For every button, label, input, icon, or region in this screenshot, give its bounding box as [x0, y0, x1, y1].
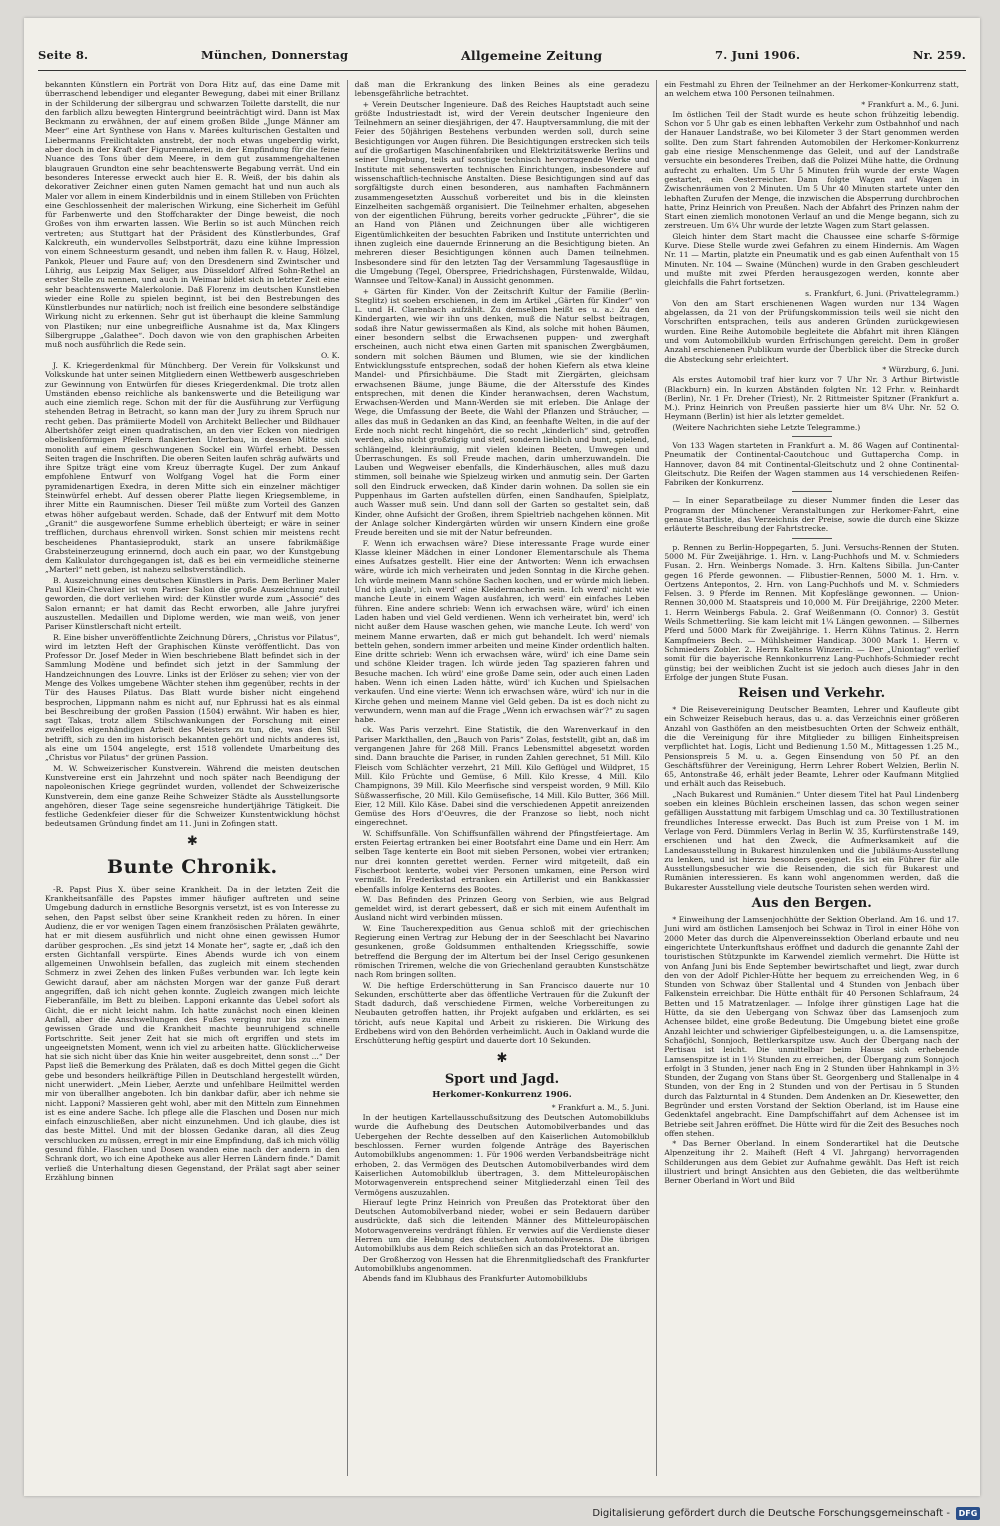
article-paragraph: Hierauf legte Prinz Heinrich von Preußen das Protektorat über den Deutschen Automobilverband nieder, wobei er sein Bedauern darüber ausdrückte, daß sich die leitenden Männer des Mitteleuropäischen Motorwagenvereins verdrängt fühlen. Er verwies auf die Verdienste dieser Herren um die Hebung des deutschen Automobilwesens. Die übrigen Automobilklubs aus dem Reich schließen sich an das Protektorat an. — [354, 1197, 650, 1254]
divider — [792, 491, 832, 492]
article-paragraph: W. Die heftige Erderschütterung in San Francisco dauerte nur 10 Sekunden, erschütterte aber das öffentliche Vertrauen für die Zukunft der Stadt dadurch, daß verschiedene Firmen, welche Vorbereitungen zu Neubauten getroffen hatten, ihr Projekt aufgaben und erklärten, es sei töricht, aufs neue Kapital und Arbeit zu riskieren. Die Wirkung des Erdbebens wird von den Behörden verheimlicht. Auch in Oakland wurde die Erschütterung heftig gespürt und dauerte dort 10 Sekunden. — [354, 980, 650, 1046]
article-paragraph: Von den am Start erschienenen Wagen wurden nur 134 Wagen abgelassen, da 21 von der Prüfungskommission teils weil sie nicht den Vorschriften entsprachen, teils aus anderen Gründen zurückgewiesen wurden. Eine Reihe Automobile begleitete die Abfahrt mit ihren Klängen und vom Automobilklub wurden Erfrischungen gereicht. Dem in großer Anzahl erschienenen Publikum wurde der Überblick über die Strecke durch die Absteckung sehr erleichtert. — [664, 298, 960, 364]
column-1 — [38, 80, 347, 1476]
dateline: * Frankfurt a. M., 5. Juni. — [551, 1102, 650, 1112]
article-paragraph: bekannten Künstlern ein Porträt von Dora Hitz auf, das eine Dame mit überraschend lebendiger und eleganter Bewegung, dabei mit einer Brillanz in der Schilderung der silbergrau und schwarzen Toilette darstellt, die nur den farblich allzu bewegten Hintergrund beeinträchtigt wird. Dann ist Max Beckmann zu erwähnen, der auf einem großen Bilde „Junge Männer am Meer“ eine Art Synthese von Hans v. Marées kulturischen Gestalten und Liebermanns Freilichtakten anstrebt, der noch etwas ungeberdig wirkt, aber doch in der Kraft der Figurenmalerei, in der Empfindung für die feine Nuance des Tons über dem Meere, in dem gut zusammengehaltenen blaugrauen Grundton eine sehr beachtenswerte Begabung verrät. Und ein besonderes Interesse erweckt auch hier E. R. Weiß, der bis dahin als dekorativer Zeichner einen guten Namen gemacht hat und nun auch als Maler vor allem in einem Kinderbildnis und in einem Stilleben von Früchten eine Geschlossenheit der malerischen Wirkung, eine Sicherheit im Gefühl für Farbenwerte und den Stoffcharakter der Dinge beweist, die noch Großes von ihm erwarten lassen. Wie Berlin so ist auch München reich vertreten; aus Stuttgart hat der Präsident des Künstlerbundes, Graf Kalckreuth, ein wundervolles Selbstporträt, dazu eine kühne Impression von einem Schneesturm gesandt, und neben ihm fallen R. v. Haug, Hölzel, Pankok, Pleuer und Faure auf; von den Dresdenern sind Zwintscher und Lührig, aus Leipzig Max Seliger, aus Düsseldorf Alfred Sohn-Rethel an erster Stelle zu nennen, und auch in Weimar bildet sich in letzter Zeit eine sehr beachtenswerte Malerkolonie. Daß Florenz im deutschen Kunstleben wieder eine Rolle zu spielen beginnt, ist bei den Bestrebungen des Künstlerbundes nur natürlich; noch ist freilich eine besondere selbständige Wirkung nicht zu erkennen. Sehr gut ist überhaupt die kleine Sammlung von Plastiken; nur eine unbegreifliche Ausnahme ist da, Max Klingers Silbergruppe „Galathee“. Doch davon wie von den graphischen Arbeiten muß noch ausführlich die Rede sein. — [45, 80, 340, 350]
newspaper-page — [24, 18, 980, 1496]
article-paragraph: + Verein Deutscher Ingenieure. Daß des Reiches Hauptstadt auch seine größte Industriestadt ist, wird der Verein deutscher Ingenieure den Teilnehmern an seiner diesjährigen, der 47. Hauptversammlung, die mit der Feier des 50jährigen Bestehens verbunden werden soll, durch seine Besichtigungen vor Augen führen. Die Besichtigungen erstrecken sich teils auf die großartigen Maschinenfabriken und Elektrizitätswerke Berlins und seiner Umgebung, teils auf sonstige technisch hervorragende Werke und Institute mit sehenswerten technischen Einrichtungen, insbesondere auf wissenschaftlich-technische Anstalten. Diese Besichtigungen sind auf das sorgfältigste durch einen besonderen, aus namhaften Fachmännern zusammengesetzten Ausschuß vorbereitet und bis in die kleinsten Einzelheiten sachgemäß organisiert. Die Teilnehmer erhalten, abgesehen von der eigentlichen Führung, bereits vorher gedruckte „Führer“, die sie an Hand von Plänen und Zeichnungen über alle wichtigeren Eigentümlichkeiten der besuchten Fabriken und Institute unterrichten und ihnen zugleich eine dauernde Erinnerung an die Besichtigung bieten. An mehreren dieser Besichtigungen können auch Damen teilnehmen. Insbesondere sind für den letzten Tag der Versammlung Tagesausflüge in die Umgebung (Tegel, Oberspree, Friedrichshagen, Fürstenwalde, Wildau, Wannsee und Teltow-Kanal) in Aussicht genommen. — [354, 99, 650, 286]
article-paragraph: daß man die Erkrankung des linken Beines als eine geradezu lebensgefährliche betrachtet. — [354, 80, 650, 99]
article-paragraph: Gleich hinter dem Start macht die Chaussee eine scharfe S-förmige Kurve. Diese Stelle wurde zwei Gefahren zu einem Hindernis. Am Wagen Nr. 11 — Martin, platzte ein Pneumatik und es gab einen Aufenthalt von 15 Minuten. Nr. 104 — Swaine (München) wurde in den Graben geschleudert und mußte mit zwei Pferden herausgezogen werden, konnte aber gleichfalls die Fahrt fortsetzen. — [664, 231, 960, 288]
section-heading: Bunte Chronik. — [107, 855, 278, 878]
article-paragraph: * Einweihung der Lamsenjochhütte der Sektion Oberland. Am 16. und 17. Juni wird am östlichen Lamsenjoch bei Schwaz in Tirol in einer Höhe von 2000 Meter das durch die Alpenvereinssektion Oberland erbaute und neu eingerichtete Unterkunftshaus eröffnet und dadurch die genannte Zahl der touristischen Stützpunkte im Karwendel ziemlich vermehrt. Die Hütte ist von Anfang Juni bis Ende September bewirtschaftet und liegt, zwar durch den von der Adolf Pichler-Hütte her bequem zu erreichenden Weg, in 6 Stunden von Schwaz über Stallental und 4 Stunden von Jenbach über Falkenstein erreichbar. Die Hütte enthält für 40 Personen Schlafraum, 24 Betten und 15 Matratzenlager. — Infolge ihrer günstigen Lage hat die Hütte, da sie den Uebergang von Schwaz über das Lamsenjoch zum Achensee bildet, eine große Bedeutung. Die Umgebung bietet eine große Anzahl leichter und schwieriger Gipfelbesteigungen, u. a. die Lamsenspitze, Schafjöchl, Sonnjoch, Bettlerkarspitze usw. Auch der Übergang nach der Pertisau ist leicht. Die unmittelbar beim Hause sich erhebende Lamsenspitze ist in 1½ Stunden zu erreichen, der Übergang zum Sonnjoch erfolgt in 3 Stunden, jener nach Eng in 2 Stunden über Hahnkampl in 3½ Stunden, der Zugang von Stans über St. Georgenberg und Stallenalpe in 4 Stunden, von der Eng in 2 Stunden und von der Pertisau in 5 Stunden durch das Falzturntal in 4 Stunden. Dem Andenken an Dr. Kiesewetter, den Begründer und ersten Vorstand der Sektion Oberland, ist im Hause eine Gedenktafel angebracht. Eine Dampfschiffahrt auf dem Achensee ist im Betriebe seit Jahren eröffnet. Die Hütte wird für die Zeit des Besuches noch offen stehen. — [664, 915, 960, 1138]
article-paragraph: — In einer Separatbeilage zu dieser Nummer finden die Leser das Programm der Münchener Veranstaltungen zur Herkomer-Fahrt, eine genaue Startliste, das Verzeichnis der Preise, sowie die durch eine Skizze erläuterte Beschreibung der Fahrtstrecke. — [664, 496, 960, 534]
column-3 — [656, 80, 966, 1476]
article-signature: O. K. — [320, 350, 340, 360]
article-paragraph: -R. Papst Pius X. über seine Krankheit. Da in der letzten Zeit die Krankheitsanfälle des Papstes immer häufiger auftreten und seine Umgebung dadurch in ernstliche Besorgnis versetzt, ist es von Interesse zu sehen, den Papst selbst über seine Krankheit reden zu hören. In einer Audienz, die er vor wenigen Tagen einem französischen Prälaten gewährte, hat er mit diesem ausführlich und nicht ohne einen gewissen Humor darüber gesprochen. „Es sind jetzt 14 Monate her“, sagte er, „daß ich den ersten Gichtanfall verspürte. Eines Abends wurde ich von einem allgemeinen Unwohlsein befallen, das zugleich mit einem stechenden Schmerz in zwei Zehen des linken Fußes verbunden war. Ich legte kein Gewicht darauf, aber am nächsten Morgen war der ganze Fuß derart angegriffen, daß ich nicht gehen konnte. Zugleich zwangen mich leichte Fieberanfälle, im Bett zu bleiben. Lapponi erkannte das Uebel sofort als Gicht, die er nicht leicht nahm. Ich hatte zunächst noch einen kleinen Anfall, aber die Anschwellungen des Fußes verging nur bis zu einem gewissen Grade und die Krankheit machte beunruhigend schnelle Fortschritte. Seit jener Zeit hat sie mich oft ergriffen und stets im ungeeignetsten Moment, wenn ich viel zu arbeiten hatte. Glücklicherweise hat sie sich nicht über das Knie hin weiter ausgebreitet, denn sonst ...“ Der Papst ließ die Bemerkung des Prälaten, daß es doch Mittel gegen die Gicht gebe und besonders heilkräftige Pillen in Deutschland hergestellt würden, nicht unerwidert. „Mein Lieber, Aerzte und unfehlbare Heilmittel werden mir von überallher angeboten. Ich bin dankbar dafür, aber ich nehme sie nicht. Lapponi? Massieren geht wohl, aber mit den Mitteln zum Einnehmen ist es eine andere Sache. Ich pflege alle die Flaschen und Dosen nur mich einfach einzuschließen, aber nicht einzunehmen. Und ich glaube, dies ist das beste Mittel. Und mit der blossen Gedanke daran, all dies Zeug verschlucken zu müssen, erregt in mir eine Empfindung, daß ich mich völlig gesund fühle. Flaschen und Dosen wanden eine nach der andern in den Schrank dort, wo ich eine Apotheke aus aller Herren Ländern finde.“ Damit verließ die Unterhaltung diesen Gegenstand, der Prälat sagt aber seiner Erzählung binnen — [45, 884, 340, 1182]
article-paragraph: p. Rennen zu Berlin-Hoppegarten, 5. Juni. Versuchs-Rennen der Stuten. 5000 M. Für Zweijährige. 1. Hrn. v. Lang-Puchhofs und M. v. Schmieders Fusan. 2. Hrn. Weinbergs Nomade. 3. Hrn. Kaltens Sibilla. Jun-Canter gegen 16 Pferde gewonnen. — Flibustier-Rennen, 5000 M. 1. Hrn. v. Oertzens Antepontos, 2. Hrn. von Lang-Puchhofs und M. v. Schmieders Felsen. 3. 9 Pferde im Rennen. Mit Kopfeslänge gewonnen. — Union-Rennen 30,000 M. Staatspreis und 10,000 M. Für Dreijährige, 2200 Meter. 1. Herrn Weinbergs Fabula. 2. Graf Weißenmann (O. Connor) 3. Gestüt Weils Schmetterling. Sie kam leicht mit 1¼ Längen gewonnen. — Silbernes Pferd und 5000 Mark für Zweijährige. 1. Herrn Kühns Tatinus. 2. Herrn Kampfmeiers Bech. — Mühlsheimer Handicap. 3000 Mark 1. Herrn v. Schmieders Zobler. 2. Herrn Kaltens Winzerin. — Der „Uniontag“ verlief somit für die bayerische Rennkonkurrenz Lang-Puchhofs-Schmieder recht günstig; bei der weiblichen Zucht ist sie jedoch auch dieses Jahr in den Erfolge der jungen Stute Fusan. — [664, 542, 960, 682]
article-paragraph: Abends fand im Klubhaus des Frankfurter Automobilklubs — [362, 1274, 588, 1284]
column-2 — [347, 80, 657, 1476]
section-heading: Sport und Jagd. — [444, 1071, 560, 1087]
article-paragraph: W. Eine Taucherexpedition aus Genua schloß mit der griechischen Regierung einen Vertrag zur Hebung der in der Seeschlacht bei Navarino gesunkenen, große Goldsummen enthaltenden Kriegsschiffe, sowie betreffend die Bergung der im Altertum bei der Insel Cerigo gesunkenen römischen Triremen, welche die von Griechenland geraubten Kunstschätze nach Rom bringen sollten. — [354, 923, 650, 980]
section-heading: Reisen und Verkehr. — [738, 686, 886, 702]
header-rule — [38, 70, 966, 71]
issue-number: Nr. 259. — [912, 48, 966, 62]
issue-date: 7. Juni 1906. — [715, 48, 801, 62]
section-heading: Aus den Bergen. — [751, 896, 872, 912]
newspaper-title: Allgemeine Zeitung — [460, 47, 603, 63]
article-paragraph: * Das Berner Oberland. In einem Sonderartikel hat die Deutsche Alpenzeitung ihr 2. Maiheft (Heft 4 VI. Jahrgang) hervorragenden Schilderungen aus dem Gebiet zur Aufnahme gewählt. Das Heft ist reich illustriert und bringt Ansichten aus den Gebieten, die das weltberühmte Berner Oberland in Wort und Bild — [664, 1139, 960, 1186]
page-header — [38, 44, 966, 66]
separator-star-icon: ✱ — [186, 833, 198, 849]
article-paragraph: ein Festmahl zu Ehren der Teilnehmer an der Herkomer-Konkurrenz statt, an welchem etwa 100 Personen teilnahmen. — [664, 80, 960, 99]
dateline: * Würzburg, 6. Juni. — [882, 364, 960, 374]
article-paragraph: J. K. Kriegerdenkmal für Münchberg. Der Verein für Volkskunst und Volkskunde hat unter seinen Mitgliedern einen Wettbewerb ausgeschrieben zur Gewinnung von Entwürfen für dieses Kriegerdenkmal. Die trotz allen Umständen ebenso reichliche als bankenswerte und die Beteiligung war auch eine ziemlich rege. Schon mit der für die Ausführung zur Verfügung stehenden Betrag in Betracht, so kann man der Jury zu ihrem Spruch nur recht geben. Das prämiierte Modell von Architekt Bellecher und Bildhauer Albertshöfer zeigt einen quadratischen, an den vier Ecken von niedrigen obeliskenförmigen Pfeilern flankierten Unterbau, in dessen Mitte sich monolith auf einem geschwungenen Sockel ein Würfel erhebt. Dessen Seiten tragen die Inschriften. Die oberen Seiten laufen schräg aufwärts und ihre Spitze trägt eine vom Kreuz überragte Kugel. Der zum Ankauf empfohlene Entwurf von Wolfgang Vogel hat die Form einer pyramidenartigen Exedra, in deren Mitte sich ein einzelner mächtiger Steinwürfel erhebt. Auf dessen oberer Platte liegen Kriegsembleme, in ihrer Mitte ein Raumnischen. Dieser Teil müßte zum Vorteil des Ganzen etwas höher aufgebaut werden. Schade, daß der Entwurf mit dem Motto „Granit“ die ausgeworfene Summe erheblich überteigt; er wäre in seiner trefflichen, durchaus ehrenvoll wirken. Sonst schien mir meistens recht bescheidenes Phantasieprodukt, stark an unsere fabrikmäßige Grabsteinerzeugung erinnernd, doch auch ein paar, wo der Kunstgebung dem Kalkulator durchgegangen ist, daß es bei ein vermeidliche steinerne „Marterl“ nett geben, ist nahezu selbstverständlich. — [45, 360, 340, 575]
article-paragraph: In der heutigen Kartellausschußsitzung des Deutschen Automobilklubs wurde die Aufhebung des Deutschen Automobilverbandes und das Uebergehen der Rechte desselben auf den Kaiserlichen Automobilklub beschlossen. Ferner wurden folgende Anträge des Bayerischen Automobilklubs angenommen: 1. Für 1906 werden Verbandsbeiträge nicht erhoben, 2. das Vermögen des Deutschen Automobilverbandes wird dem Kaiserlichen Automobilklub übertragen, 3. dem Mitteleuropäischen Motorwagenverein entsprechend seiner Mitgliederzahl einen Teil des Vermögens auszuzahlen. — [354, 1113, 650, 1197]
article-note: (Weitere Nachrichten siehe Letzte Telegramme.) — [672, 422, 861, 432]
article-paragraph: ck. Was Paris verzehrt. Eine Statistik, die den Warenverkauf in den Pariser Markthallen, den „Bauch von Paris“ Zolas, feststellt, gibt an, daß im vergangenen Jahre für 268 Mill. Francs Lebensmittel abgesetzt worden sind. Dann brauchte die Pariser, in runden Zahlen gerechnet, 51 Mill. Kilo Fleisch vom Schlächter verzehrt, 21 Mill. Kilo Geflügel und Wildpret, 15 Mill. Kilo Früchte und Gemüse, 6 Mill. Kilo Kresse, 4 Mill. Kilo Champignons, 39 Mill. Kilo Meerfische sind verspeist worden, 9 Mill. Kilo Süßwasserfische, 20 Mill. Kilo Gemüsefische, 14 Mill. Kilo Butter, 366 Mill. Eier, 12 Mill. Kilo Käse. Dabei sind die verschiedenen Appetit anreizenden Gemüse des Hors d'Oeuvres, die der Franzose so liebt, noch nicht eingerechnet. — [354, 725, 650, 828]
article-paragraph: * Die Reisevereinigung Deutscher Beamten, Lehrer und Kaufleute gibt ein Schweizer Reisebuch heraus, das u. a. das Verzeichnis einer größeren Anzahl von Gasthöfen an den meistbesuchten Orten der Schweiz enthält, die die Vereinigung für ihre Mitglieder zu billigen Einheitspreisen verpflichtet hat. Logis, Licht und Bedienung 1.50 M., Mittagessen 1.25 M., Pensionspreis 5 M. u. a. Gegen Einsendung von 50 Pf. an den Geschäftsführer der Vereinigung, Herrn Lehrer Robert Welzien, Berlin N. 65, Antonstraße 46, erhält jeder Beamte, Lehrer oder Kaufmann Mitglied und erhält auch das Reisebuch. — [664, 705, 960, 789]
divider — [792, 436, 832, 437]
article-paragraph: F. Wenn ich erwachsen wäre? Diese interessante Frage wurde einer Klasse kleiner Mädchen in einer Londoner Elementarschule als Thema eines Aufsatzes gestellt. Hier eine der Antworten: Wenn ich erwachsen wäre, würde ich mich verheiraten und jeden Sonntag in die Kirche gehen. Ich würde meinem Mann schöne Sachen kochen, und er würde mich lieben. Und ich glaub', ich werd' eine Kleidermacherin sein. Ich werd' nicht wie manche Leute in einem Wagen ausfahren, ich werd' ein einfaches Leben führen. Eine andere schrieb: Wenn ich erwachsen wäre, würd' ich einen Laden haben und viel Geld verdienen. Wenn ich verheiratet bin, werd' ich nicht außer dem Hause waschen gehen, wie manche Leute. Ich werd' von meinem Manne erwarten, daß er mich gut behandelt. Ich werd' niemals betteln gehen, sondern immer arbeiten und meine Kinder ordentlich halten. Eine dritte schrieb: Wenn ich erwachsen wäre, würd' ich eine Dame sein und schöne Kleider tragen. Ich würde jeden Tag spazieren fahren und Besuche machen. Ich würd' eine große Dame sein, oder auch einen Laden haben. Wenn ich einen Laden hätte, würd' ich Kuchen und Spielsachen verkaufen. Und eine vierte: Wenn ich erwachsen wäre, würd' ich nur in die Kirche gehen und meinem Manne viel Geld geben. Da ist es doch nicht zu verwundern, wenn man auf die Frage „Wenn ich erwachsen wär'?“ zu sagen habe. — [354, 538, 650, 725]
article-paragraph: B. Auszeichnung eines deutschen Künstlers in Paris. Dem Berliner Maler Paul Klein-Chevalier ist vom Pariser Salon die große Auszeichnung zuteil geworden, die dort verliehen wird: der Künstler wurde zum „Associé“ des Salon ernannt; er hat damit das Recht erworben, alle Jahre juryfrei auszustellen. Medaillen und Diplome werden, wie man weiß, von jener Pariser Künstlerschaft nicht erteilt. — [45, 575, 340, 632]
article-paragraph: W. Das Befinden des Prinzen Georg von Serbien, wie aus Belgrad gemeldet wird, ist derart gebessert, daß er sich mit einem Aufenthalt im Ausland nicht wird verbinden müssen. — [354, 894, 650, 923]
article-paragraph: Der Großherzog von Hessen hat die Ehrenmitgliedschaft des Frankfurter Automobilklubs angenommen. — [354, 1254, 650, 1273]
divider — [792, 538, 832, 539]
dateline: * Frankfurt a. M., 6. Juni. — [861, 99, 960, 109]
columns — [38, 80, 966, 1476]
article-paragraph: Von 133 Wagen starteten in Frankfurt a. M. 86 Wagen auf Continental-Pneumatik der Continental-Caoutchouc und Guttapercha Comp. in Hannover, davon 84 mit Continental-Gleitschutz und 2 ohne Continental-Gleitschutz. Die Reifen der Wagen stammen aus 14 verschiedenen Reifen-Fabriken der Konkurrenz. — [664, 440, 960, 488]
dfg-logo: DFG — [956, 1507, 980, 1520]
digitization-footer — [24, 1505, 980, 1521]
page-number: Seite 8. — [38, 48, 89, 62]
article-paragraph: R. Eine bisher unveröffentlichte Zeichnung Dürers, „Christus vor Pilatus“, wird im letzten Heft der Graphischen Künste veröffentlicht. Das von Professor Dr. Josef Meder in Wien beschriebene Blatt befindet sich in der Sammlung Modène und befindet sich jetzt in der Sammlung der Handzeichnungen des Louvre. Links ist der Erlöser zu sehen; vier von der Menge des Volkes umgebene Wächter stehen ihm gegenüber, rechts in der Tür des Hauses Pilatus. Das Blatt wurde bisher nicht eingehend besprochen, Lippmann nahm es nicht auf, nur Ephrussi hat es als einmal bei Beschreibung der großen Passion (1504) erwähnt. Wir haben es hier, sagt Takas, trotz allem Stilschwankungen der Forschung mit einer zweifellos eigenhändigen Arbeit des Meisters zu tun, die, was den Stil betrifft, sich zu den im historisch bekannten gehört und nichts anderes ist, als eine um 1504 angelegte, erst 1518 vollendete Umarbeitung des „Christus vor Pilatus“ der grünen Passion. — [45, 632, 340, 763]
place-day: München, Donnerstag — [200, 48, 349, 62]
funding-credit: Digitalisierung gefördert durch die Deutsche Forschungsgemeinschaft - — [592, 1507, 950, 1519]
article-paragraph: „Nach Bukarest und Rumänien.“ Unter diesem Titel hat Paul Lindenberg soeben ein kleines Büchlein erscheinen lassen, das schon wegen seiner gefälligen Ausstattung mit farbigem Umschlag und ca. 30 Textillustrationen freundliches Interesse erweckt. Das Buch ist zum Preise von 1 M. im Verlage von Ferd. Dümmlers Verlag in Berlin W. 35, Kurfürstenstraße 149, erschienen und hat den Zweck, die Aufmerksamkeit auf die Landesausstellung in Bukarest hinzulenken und die Jubiläums-Ausstellung zu lenken, und ist hierzu besonders geeignet. Es ist ein Führer für alle Ausstellungsbesucher wie die Reisenden, die sich für Bukarest und Rumänien interessieren. Es kann wohl angenommen werden, daß die Bukarester Ausstellung viele deutsche Touristen sehen werden wird. — [664, 789, 960, 892]
sub-heading: Herkomer-Konkurrenz 1906. — [432, 1089, 572, 1100]
dateline: s. Frankfurt, 6. Juni. (Privattelegramm.) — [805, 288, 960, 298]
article-paragraph: Im östlichen Teil der Stadt wurde es heute schon frühzeitig lebendig. Schon vor 5 Uhr gab es einen lebhaften Verkehr zum Ostbahnhof und nach der Hanauer Landstraße, wo bei Kilometer 3 der Start genommen werden sollte. Den zum Start fahrenden Automobilen der Herkomer-Konkurrenz gab eine riesige Menschenmenge das Geleit, und auf der Landstraße versuchte ein besonderes Treiben, daß die Polizei Mühe hatte, die Ordnung aufrecht zu erhalten. Um 5 Uhr 5 Minuten früh wurde der erste Wagen gestartet, ein Oesterreicher. Dann folgte Wagen auf Wagen in Zwischenräumen von 2 Minuten. Um 5 Uhr 40 Minuten startete unter den lebhaften Zurufen der Menge, die inzwischen die Absperrung durchbrochen hatte, Prinz Heinrich von Preußen. Nach der Abfahrt des Prinzen nahm der Start einen ziemlich monotonen Verlauf an und die Menge begann, sich zu zerstreuen. Um 6¼ Uhr wurde der letzte Wagen zum Start gelassen. — [664, 109, 960, 231]
article-paragraph: M. W. Schweizerischer Kunstverein. Während die meisten deutschen Kunstvereine erst ein Jahrzehnt und noch später nach Beendigung der napoleonischen Kriege gegründet wurden, vollendet der Schweizerische Kunstverein, dem eine ganze Reihe Schweizer Städte als Ausstellungsorte angehören, dieser Tage seine segensreiche hundertjährige Tätigkeit. Die festliche Gedenkfeier dieser für die Schweizer Kunstentwicklung höchst bedeutsamen Gründung findet am 11. Juni in Zofingen statt. — [45, 763, 340, 829]
article-paragraph: W. Schiffsunfälle. Von Schiffsunfällen während der Pfingstfeiertage. Am ersten Feiertag ertranken bei einer Bootsfahrt eine Dame und ein Herr. Am selben Tage kenterte ein Boot mit sieben Personen, wobei vier ertranken; nur drei konnten gerettet werden. Ferner wird mitgeteilt, daß ein Fischerboot kenterte, wobei vier Personen umkamen, eine Person wird vermißt. In Frederikstad ertranken ein Artillerist und ein Bankkassier ebenfalls infolge Kenterns des Bootes. — [354, 828, 650, 894]
article-paragraph: + Gärten für Kinder. Von der Zeitschrift Kultur der Familie (Berlin-Steglitz) ist soeben erschienen, in dem im Artikel „Gärten für Kinder“ von L. und H. Clarenbach aufzählt. Zu demselben heißt es u. a.: Zu den Kindergarten, wie wir ihn uns denken, muß die Natur selbst beitragen, sodaß ihre Natur gewissermaßen als Kind, als solche mit hohen Bäumen, einer besondern selbst die Erwachsenen puppen- und zwerghaft erscheinen, auch nicht etwa einen Garten mit spanischen Zwergbäumen, sondern mit solchen Bäumen und Blumen, wie sie der kindlichen Entwicklungsstufe entsprechen, sodaß der hohen Kiefern als etwa kleine Mandel- und Pfirsichbäume. Die Stadt mit Ziergärten, gleichsam erwachsenen Bäume, junge Bäume, die der Altersstufe des Kindes entsprechen, mit denen die Kinder heranwachsen, deren Wachstum, Erwachsen-Werden und Mann-Werden sie mit erleben. Die Anlage der Wege, die Umfassung der Beete, die Wahl der Pflanzen und Sträucher, — alles das muß in Gedanken an das Kind, an feenhafte Welten, in die auf der Erde noch nicht recht hingehört, die so recht „kinderlich“ sind, getroffen werden, also nicht großzügig und steif, sondern lieblich und bunt, spielend, schlängelnd, kleinräumig, mit vielen kleinen Beeten, Umwegen und Überraschungen. Es soll Freude machen, darin umherzuwandeln. Die Lauben und Wegweiser ebenfalls, die Kinderhäuschen, alles muß dazu stimmen, soll beinahe wie Spielzeug wirken und anmutig sein. Der Garten soll den Eindruck erwecken, daß Kinder darin wohnen. Da sollen sie ein Puppenhaus im Garten aufstellen dürfen, einen Sandhaufen, Spielplatz, auch Wasser muß sein. Und dann soll der Garten so gestaltet sein, daß Kinder, ohne Aufsicht der Großen, ihrem Spieltrieb nachgehen können. Mit der Anlage solcher Kindergärten würden wir unsern Kindern eine große Freude bereiten und sie mit der Natur befreunden. — [354, 286, 650, 538]
article-paragraph: Als erstes Automobil traf hier kurz vor 7 Uhr Nr. 3 Arthur Birtwistle (Blackburn) ein. In kurzen Abständen folgten Nr. 12 Frhr. v. Reinhardt (Berlin), Nr. 1 Fr. Dreher (Triest), Nr. 2 Rittmeister Spitzner (Frankfurt a. M.). Prinz Heinrich von Preußen passierte hier um 8¼ Uhr. Nr. 52 O. Heymann (Berlin) ist hier als letzter gemeldet. — [664, 375, 960, 422]
separator-star-icon: ✱ — [496, 1050, 508, 1066]
